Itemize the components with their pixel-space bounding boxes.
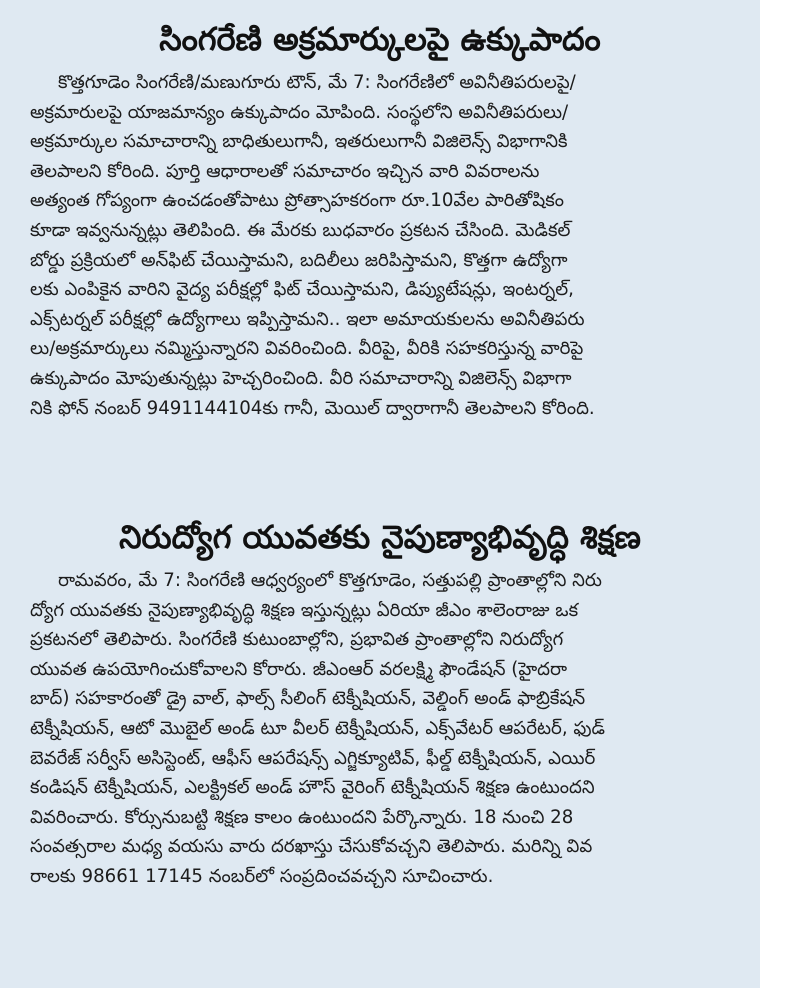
text-line: లు/అక్రమార్కులు నమ్మిస్తున్నారని వివరించింది. వీరిపై, వీరికి సహకరిస్తున్న వారిపై — [30, 338, 584, 360]
page-margin — [760, 0, 800, 988]
cut-off-previous-text — [0, 0, 760, 6]
text-line: రాలకు 98661 17145 నంబర్‌లో సంప్రదించవచ్చని సూచించారు. — [30, 865, 494, 887]
text-line: ఉక్కుపాదం మోపుతున్నట్లు హెచ్చరించింది. వీరి సమాచారాన్ని విజిలెన్స్ విభాగా — [30, 367, 572, 389]
text-line: రామవరం, మే 7: సింగరేణి ఆధ్వర్యంలో కొత్తగూడెం, సత్తుపల్లి ప్రాంతాల్లోని నిరు — [58, 570, 602, 591]
headline-2: నిరుద్యోగ యువతకు నైపుణ్యాభివృద్ధి శిక్షణ — [119, 518, 641, 556]
article-singareni-vigilance — [0, 16, 760, 423]
text-line: అక్రమార్కుల సమాచారాన్ని బాధితులుగానీ, ఇతరులుగానీ విజిలెన్స్ విభాగానికి — [30, 131, 568, 153]
text-line: నికి ఫోన్ నంబర్ 9491144104కు గానీ, మెయిల్ ద్వారాగానీ తెలపాలని కోరింది. — [30, 397, 595, 419]
text-line: టెక్నీషియన్, ఆటో మొబైల్ అండ్ టూ వీలర్ టెక్నీషియన్, ఎక్స్‌వేటర్ ఆపరేటర్, ఫుడ్ — [30, 717, 606, 739]
cut-off-next-headline — [0, 970, 760, 988]
headline-1: సింగరేణి అక్రమార్కులపై ఉక్కుపాదం — [159, 20, 601, 58]
article-2-body — [0, 566, 760, 892]
text-line: లకు ఎంపికైన వారిని వైద్య పరీక్షల్లో ఫిట్ చేయిస్తామని, డిప్యుటేషన్లు, ఇంటర్నల్, — [30, 279, 574, 301]
text-line: ద్యోగ యువతకు నైపుణ్యాభివృద్ధి శిక్షణ ఇస్తున్నట్లు ఏరియా జీఎం శాలెంరాజు ఒక — [30, 599, 579, 621]
text-line: బెవరేజ్ సర్వీస్ అసిస్టెంట్, ఆఫీస్ ఆపరేషన్స్ ఎగ్జిక్యూటివ్, ఫీల్డ్ టెక్నీషియన్, ఎయిర్ — [30, 747, 596, 769]
text-line: సంవత్సరాల మధ్య వయసు వారు దరఖాస్తు చేసుకోవచ్చని తెలిపారు. మరిన్ని వివ — [30, 836, 593, 858]
text-line: కండిషన్ టెక్నీషియన్, ఎలక్ట్రికల్ అండ్ హౌస్ వైరింగ్ టెక్నీషియన్ శిక్షణ ఉంటుందని — [30, 777, 595, 799]
article-1-body — [0, 68, 760, 423]
text-line: తెలపాలని కోరింది. పూర్తి ఆధారాలతో సమాచారం ఇచ్చిన వారి వివరాలను — [30, 160, 540, 182]
text-line: అక్రమారులపై యాజమాన్యం ఉక్కుపాదం మోపింది. సంస్థలోని అవినీతిపరులు/ — [30, 101, 569, 123]
text-line: కూడా ఇవ్వనున్నట్లు తెలిపింది. ఈ మేరకు బుధవారం ప్రకటన చేసింది. మెడికల్ — [30, 219, 571, 241]
text-line: బాద్) సహకారంతో డ్రై వాల్, ఫాల్స్ సీలింగ్ టెక్నీషియన్, వెల్డింగ్ అండ్ ఫాబ్రికేషన్ — [30, 688, 586, 710]
text-line: బోర్డు ప్రక్రియలో అన్‌ఫిట్ చేయిస్తామని, బదిలీలు జరిపిస్తామని, కొత్తగా ఉద్యోగా — [30, 249, 568, 271]
text-line: ఎక్స్‌టర్నల్ పరీక్షల్లో ఉద్యోగాలు ఇప్పిస్తామని.. ఇలా అమాయకులను అవినీతిపరు — [30, 308, 585, 330]
text-line: యువత ఉపయోగించుకోవాలని కోరారు. జీఎంఆర్ వరలక్ష్మి ఫౌండేషన్ (హైదరా — [30, 658, 568, 680]
text-line: వివరించారు. కోర్సునుబట్టి శిక్షణ కాలం ఉంటుందని పేర్కొన్నారు. 18 నుంచి 28 — [30, 806, 574, 828]
text-line: కొత్తగూడెం సింగరేణి/మణుగూరు టౌన్, మే 7: సింగరేణిలో అవినీతిపరులపై/ — [58, 72, 576, 93]
article-skill-training — [0, 514, 760, 892]
text-line: ప్రకటనలో తెలిపారు. సింగరేణి కుటుంబాల్లోని, ప్రభావిత ప్రాంతాల్లోని నిరుద్యోగ — [30, 629, 564, 651]
text-line: అత్యంత గోప్యంగా ఉంచడంతోపాటు ప్రోత్సాహకరంగా రూ.10వేల పారితోషికం — [30, 190, 564, 212]
